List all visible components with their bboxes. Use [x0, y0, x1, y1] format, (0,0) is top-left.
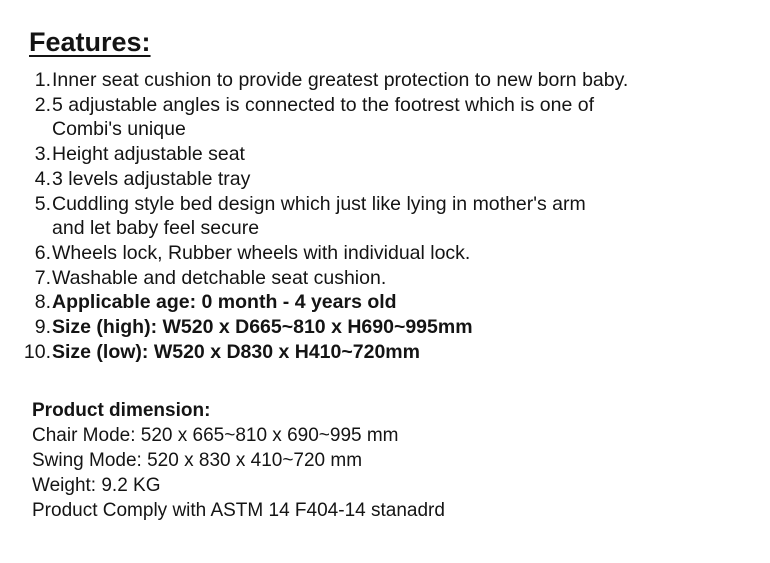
feature-number: 2. — [34, 93, 51, 116]
feature-item-3 — [0, 142, 760, 167]
feature-line: Height adjustable seat — [52, 143, 245, 166]
feature-line: Cuddling style bed design which just like lying in mother's arm — [52, 192, 586, 215]
feature-item-5 — [0, 192, 760, 241]
feature-number: 6. — [34, 241, 51, 264]
features-list — [0, 68, 760, 364]
weight-line: Weight: 9.2 KG — [32, 475, 161, 496]
feature-number: 8. — [34, 291, 51, 314]
feature-text — [52, 167, 760, 192]
feature-line: Combi's unique — [52, 118, 186, 141]
feature-item-4 — [0, 167, 760, 192]
feature-text — [52, 266, 760, 291]
compliance-line: Product Comply with ASTM 14 F404-14 stanadrd — [32, 500, 445, 521]
feature-item-8 — [0, 290, 760, 315]
feature-number: 3. — [34, 143, 51, 166]
feature-item-10 — [0, 340, 760, 365]
feature-number: 9. — [34, 316, 51, 339]
feature-text — [52, 340, 760, 365]
feature-line: Size (high): W520 x D665~810 x H690~995mm — [52, 316, 473, 339]
feature-number: 4. — [34, 167, 51, 190]
feature-text — [52, 192, 760, 241]
feature-number: 1. — [34, 69, 51, 91]
feature-text — [52, 142, 760, 167]
feature-line: Applicable age: 0 month - 4 years old — [52, 291, 397, 314]
swing-mode-line: Swing Mode: 520 x 830 x 410~720 mm — [32, 450, 363, 471]
feature-text — [52, 315, 760, 340]
feature-number: 7. — [34, 266, 51, 289]
feature-line: Inner seat cushion to provide greatest protection to new born baby. — [52, 69, 629, 91]
feature-item-2 — [0, 93, 760, 142]
feature-item-9 — [0, 315, 760, 340]
feature-line: and let baby feel secure — [52, 217, 260, 240]
feature-text — [52, 241, 760, 266]
feature-text — [52, 68, 760, 93]
feature-number: 10. — [23, 340, 51, 363]
features-heading: Features: — [29, 27, 151, 57]
feature-number: 5. — [34, 192, 51, 215]
feature-item-6 — [0, 241, 760, 266]
feature-text — [52, 93, 760, 142]
chair-mode-line: Chair Mode: 520 x 665~810 x 690~995 mm — [32, 425, 399, 446]
feature-line: Washable and detchable seat cushion. — [52, 266, 387, 289]
product-dimension-title: Product dimension: — [32, 400, 211, 421]
feature-line: Size (low): W520 x D830 x H410~720mm — [52, 340, 420, 363]
feature-line: 5 adjustable angles is connected to the footrest which is one of — [52, 93, 595, 116]
feature-line: Wheels lock, Rubber wheels with individual lock. — [52, 241, 471, 264]
feature-item-7 — [0, 266, 760, 291]
product-dimension-section — [32, 398, 752, 523]
feature-item-1 — [0, 68, 760, 93]
feature-line: 3 levels adjustable tray — [52, 167, 251, 190]
feature-text — [52, 290, 760, 315]
